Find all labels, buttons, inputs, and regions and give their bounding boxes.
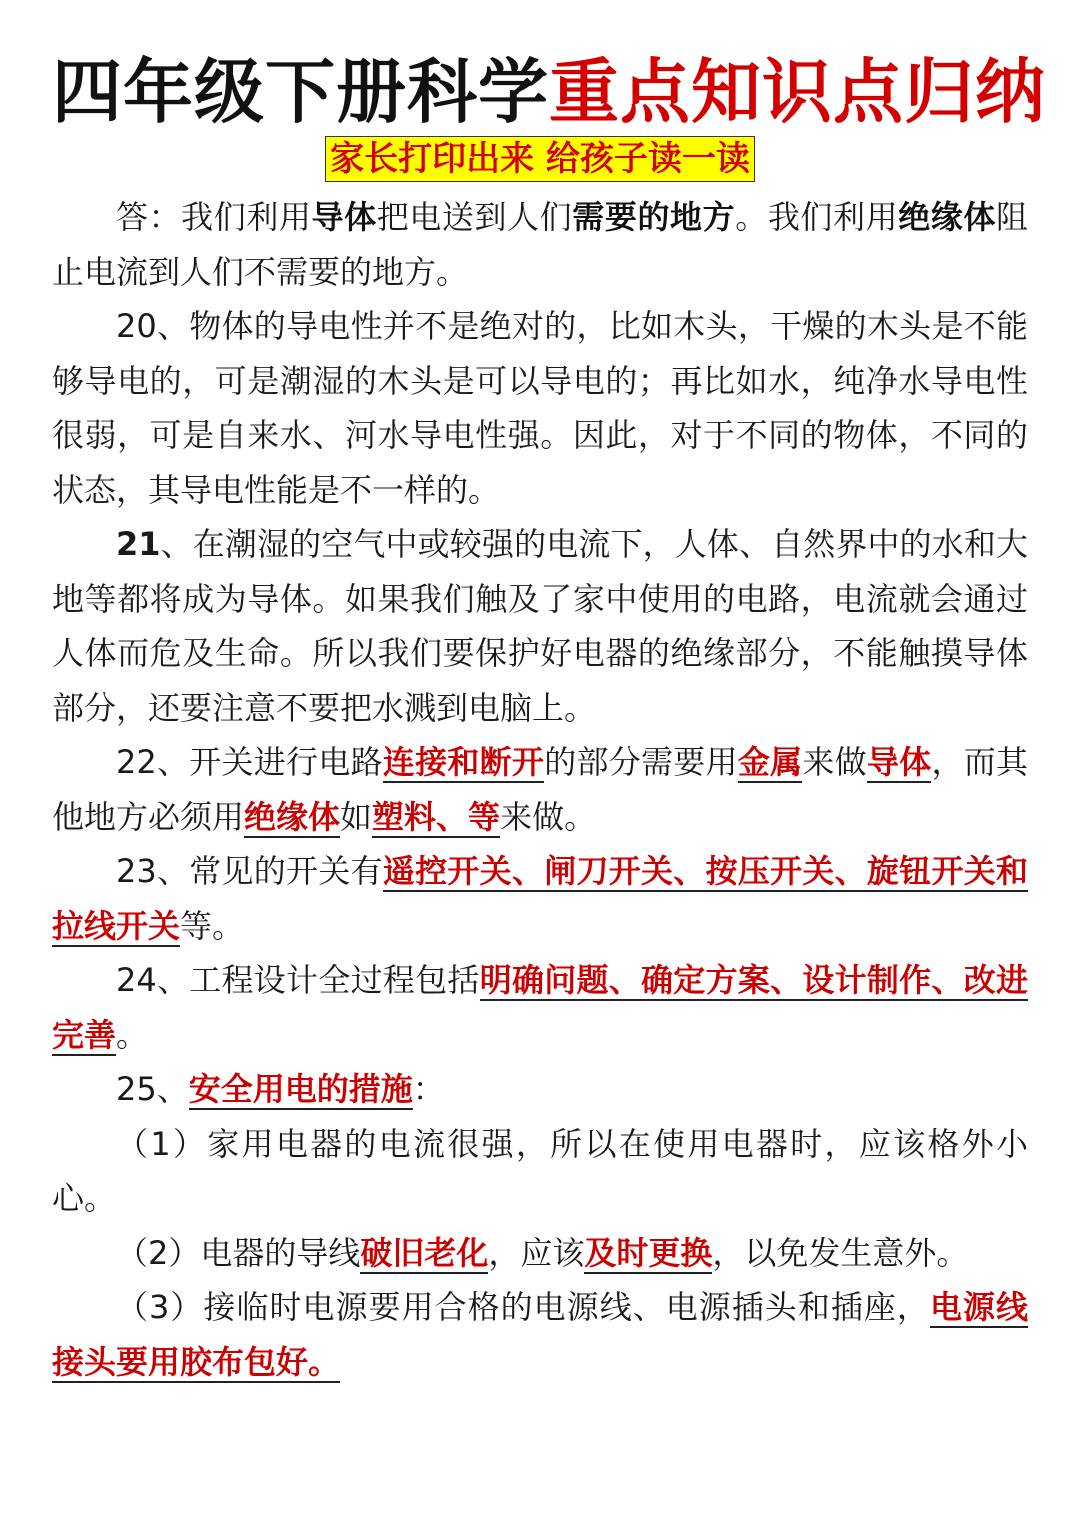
list-item-1: （1）家用电器的电流很强，所以在使用电器时，应该格外小心。 <box>52 1124 1028 1217</box>
subtitle-wrap <box>52 136 1028 186</box>
text-run: 24、工程设计全过程包括 <box>116 961 480 999</box>
document-page <box>52 51 1046 1389</box>
text-run: 。 <box>116 1015 149 1054</box>
page-title <box>52 51 1046 133</box>
highlight-term: 遥控开关、闸刀开关、按压开关、旋钮开关和拉线开关 <box>52 852 1028 945</box>
list-item-2 <box>52 1226 1028 1281</box>
highlight-term: 塑料、等 <box>372 797 501 836</box>
paragraph-number: 21 <box>116 525 161 563</box>
text-run: 的部分需要用 <box>544 743 738 781</box>
highlight-term: 连接和断开 <box>382 743 545 781</box>
text-run: 阻止电流到人们不需要的地方。 <box>52 198 1028 291</box>
text-run: 23、常见的开关有 <box>116 852 383 890</box>
paragraph-23 <box>52 844 1028 953</box>
paragraph-22 <box>52 735 1028 844</box>
text-run: 。我们利用 <box>735 198 899 236</box>
highlight-term: 及时更换 <box>584 1233 713 1272</box>
text-run: 25、 <box>116 1070 189 1108</box>
paragraph-25 <box>52 1062 1028 1117</box>
text-run: 把电送到人们 <box>376 198 573 236</box>
text-run: ，应该 <box>488 1233 585 1272</box>
text-run: ： <box>412 1070 445 1108</box>
highlight-term: 破旧老化 <box>360 1233 489 1272</box>
text-run: ，而其他地方必须用 <box>52 743 1028 836</box>
text-run: 答：我们利用 <box>116 198 312 236</box>
document-body <box>52 190 1028 1389</box>
highlight-term: 导体 <box>866 743 932 781</box>
text-run: （2）电器的导线 <box>116 1233 361 1272</box>
text-run: 来做 <box>802 743 867 781</box>
list-item-3 <box>52 1280 1028 1389</box>
bold-term: 导体 <box>311 198 377 236</box>
text-run: 来做。 <box>500 797 597 836</box>
highlight-term: 电源线接头要用胶布包好。 <box>52 1288 1028 1381</box>
title-red-part: 重点知识点归纳 <box>549 51 1046 133</box>
text-run: ，以免发生意外。 <box>712 1233 969 1272</box>
paragraph-21 <box>52 517 1028 735</box>
paragraph-20: 20、物体的导电性并不是绝对的，比如木头，干燥的木头是不能够导电的，可是潮湿的木头是可以导电的；再比如水，纯净水导电性很弱，可是自来水、河水导电性强。因此，对于不同的物体，不同的状态，其导电性能是不一样的。 <box>52 307 1028 509</box>
highlight-term: 绝缘体 <box>244 797 341 836</box>
highlight-term: 明确问题、确定方案、设计制作、改进完善 <box>52 961 1028 1054</box>
text-run: 等。 <box>180 906 245 945</box>
text-run: 22、开关进行电路 <box>116 743 383 781</box>
highlight-term: 安全用电的措施 <box>188 1070 413 1108</box>
text-run: 、在潮湿的空气中或较强的电流下，人体、自然界中的水和大地等都将成为导体。如果我们触及了家中使用的电路，电流就会通过人体而危及生命。所以我们要保护好电器的绝缘部分，不能触摸导体部分，还要注意不要把水溅到电脑上。 <box>52 525 1028 727</box>
text-run: 如 <box>340 797 373 836</box>
bold-term: 绝缘体 <box>898 198 996 236</box>
bold-term: 需要的地方 <box>572 198 736 236</box>
highlight-term: 金属 <box>737 743 803 781</box>
paragraph-intro <box>52 190 1028 299</box>
title-black-part: 四年级下册科学 <box>52 51 549 133</box>
subtitle-banner: 家长打印出来 给孩子读一读 <box>325 136 755 182</box>
paragraph-24 <box>52 953 1028 1062</box>
text-run: （3）接临时电源要用合格的电源线、电源插头和插座， <box>116 1288 930 1326</box>
